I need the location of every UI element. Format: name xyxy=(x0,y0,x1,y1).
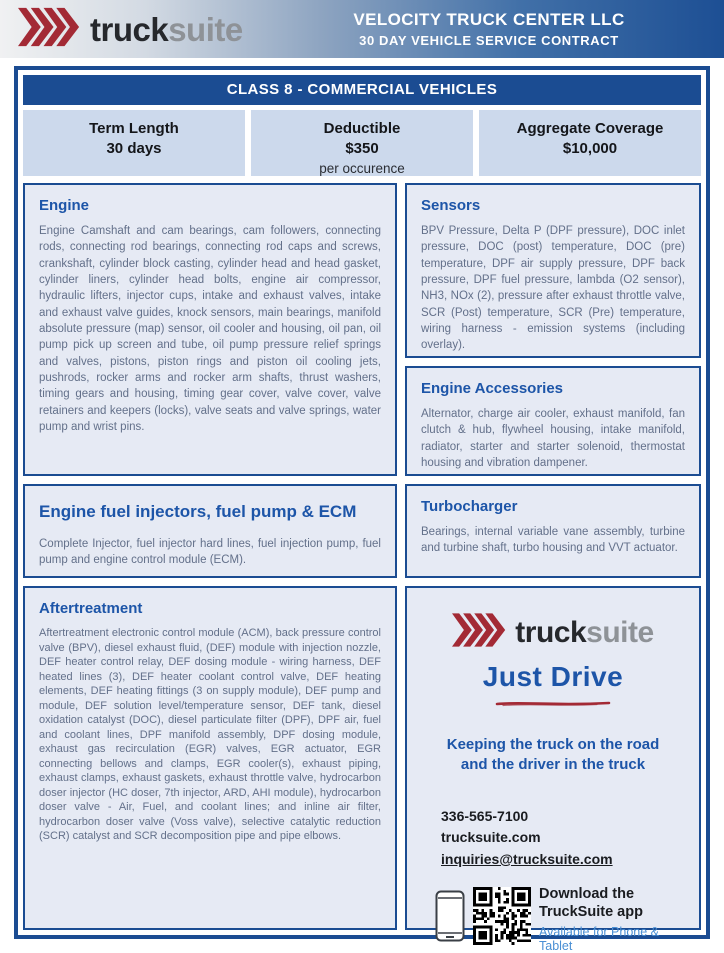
info-box-term-length xyxy=(23,110,245,176)
brand-logo xyxy=(419,612,687,653)
header-banner xyxy=(0,0,724,58)
deductible-note: per occurence xyxy=(319,160,405,176)
brand-word-truck: truck xyxy=(515,615,587,649)
section-aftertreatment xyxy=(23,586,397,930)
section-title: Engine fuel injectors, fuel pump & ECM xyxy=(39,502,357,521)
contract-sheet xyxy=(14,66,710,953)
company-name: VELOCITY TRUCK CENTER LLC xyxy=(353,10,625,29)
section-title: Sensors xyxy=(421,197,481,214)
term-length-label: Term Length xyxy=(89,120,179,137)
slogan-line-1: Keeping the truck on the road xyxy=(446,736,660,753)
qr-code xyxy=(473,887,531,950)
app-availability: Available for Phone & Tablet xyxy=(539,924,659,953)
term-length-value: 30 days xyxy=(106,140,162,158)
deductible-value: $350 xyxy=(345,140,379,158)
brand-slogan xyxy=(419,735,687,776)
section-fuel-injectors xyxy=(23,484,397,578)
brand-word-suite: suite xyxy=(586,615,654,649)
brand-tagline: Just Drive xyxy=(482,661,624,692)
contact-block xyxy=(441,806,687,871)
section-title: Aftertreatment xyxy=(39,600,143,617)
brand-block xyxy=(419,612,687,776)
terms-summary-row xyxy=(23,110,701,176)
section-body: Alternator, charge air cooler, exhaust manifold, fan clutch & hub, flywheel housing, intake manifold, radiator, starter and starter solenoid, thermostat housing and vibration dampener. xyxy=(421,408,685,469)
class-header: CLASS 8 - COMMERCIAL VEHICLES xyxy=(23,75,701,105)
app-text-line-1: Download the xyxy=(539,885,635,902)
contact-phone: 336-565-7100 xyxy=(441,807,529,824)
section-body: Bearings, internal variable vane assembly, turbine and turbine shaft, turbo housing and VVT actuator. xyxy=(421,526,685,555)
info-box-deductible xyxy=(251,110,473,176)
brand-word-truck: truck xyxy=(90,10,169,48)
section-engine-accessories xyxy=(405,366,701,476)
section-body: Aftertreatment electronic control module (ACM), back pressure control valve (BPV), diesel exhaust fluid, (DEF) module with injection nozzle, DEF heater control relay, DEF dosing module - wiring harness, DEF heated lines (3), DEF heater coolant control valve, DEF heating elements, DEF heating fittings (3 on supply module), DEF pump and module, DEF solution level/temperature sensor, DEF tank, diesel oxidation catalyst (DOC), diesel particulate filter (DPF), DPF air, fuel and coolant lines, DPF manifold assembly, DPF dosing module, exhaust gas recirculation (EGR) valves, EGR actuator, EGR connecting bellows and clamps, EGR cooler(s), exhaust piping, exhaust clamps, exhaust gaskets, exhaust throttle valve, hydrocarbon doser injector (HC doser, 7th injector, ARD, AHI module), hydrocarbon doser valve - Air, Fuel, and coolant lines; and inline air filter, hydrocarbon doser valve (Voss valve), selective catalytic reduction (SCR) catalyst and SCR decomposition pipe and pipe elbows. xyxy=(39,627,381,843)
coverage-grid xyxy=(23,183,701,953)
section-body: Complete Injector, fuel injector hard lines, fuel injection pump, fuel pump and engine control module (ECM). xyxy=(39,538,381,567)
slogan-line-2: and the driver in the truck xyxy=(460,756,646,774)
contact-website: trucksuite.com xyxy=(441,829,541,846)
deductible-label: Deductible xyxy=(323,120,401,137)
aggregate-coverage-value: $10,000 xyxy=(562,140,618,158)
section-body: BPV Pressure, Delta P (DPF pressure), DOC inlet pressure, DOC (post) temperature, DOC (pre) temperature, DPF air supply pressure, DPF back pressure, DPF fuel pressure, lambda (O2 sensor), NH3, NOx (2), pressure after exhaust throttle valve, SCR (Post) temperature, SCR (Pre) temperature, wiring harness - emission systems (including overlay). xyxy=(421,225,685,352)
section-body: Engine Camshaft and cam bearings, cam followers, connecting rods, connecting rod bearings, connecting rod caps and screws, crankshaft, cylinder block casting, cylinder head and head gasket, cylinder liners, cylinder head bolts, engine air compressor, hydraulic lifters, injector cups, intake and exhaust valves, intake and exhaust valve guides, knock sensors, main bearings, manifold absolute pressure (map) sensor, oil cooler and housing, oil pan, oil pump pick up screen and tube, oil pump pressure relief springs and valves, pistons, piston rings and piston oil cooling jets, pushrods, rocker arms and rocker arm shafts, thrust washers, timing gears and housing, timing gear cover, valve cover, valve retainers and keepers (locks), valve seats and valve springs, water pump and wrist pins. xyxy=(39,225,381,433)
section-turbocharger xyxy=(405,484,701,578)
chevrons-icon xyxy=(18,7,80,52)
brand-contact-panel xyxy=(405,586,701,953)
chevrons-icon xyxy=(452,612,506,653)
app-download-row xyxy=(435,885,687,953)
section-engine xyxy=(23,183,397,476)
brand-word-suite: suite xyxy=(168,10,243,48)
section-title: Engine xyxy=(39,197,90,214)
contact-email-link[interactable]: inquiries@trucksuite.com xyxy=(441,850,613,867)
banner-titles xyxy=(353,10,624,48)
section-title: Engine Accessories xyxy=(421,380,564,397)
app-download-text xyxy=(539,885,687,953)
section-sensors xyxy=(405,183,701,358)
contract-title: 30 DAY VEHICLE SERVICE CONTRACT xyxy=(359,33,619,48)
smartphone-icon xyxy=(435,890,465,947)
aggregate-coverage-label: Aggregate Coverage xyxy=(516,120,664,137)
brand-wordmark xyxy=(515,615,654,649)
app-text-line-2: TruckSuite app xyxy=(539,903,643,920)
brand-logo xyxy=(0,7,243,52)
section-title: Turbocharger xyxy=(421,498,518,515)
info-box-aggregate-coverage xyxy=(479,110,701,176)
tagline-underline-stroke xyxy=(419,695,687,713)
brand-wordmark xyxy=(90,10,243,48)
